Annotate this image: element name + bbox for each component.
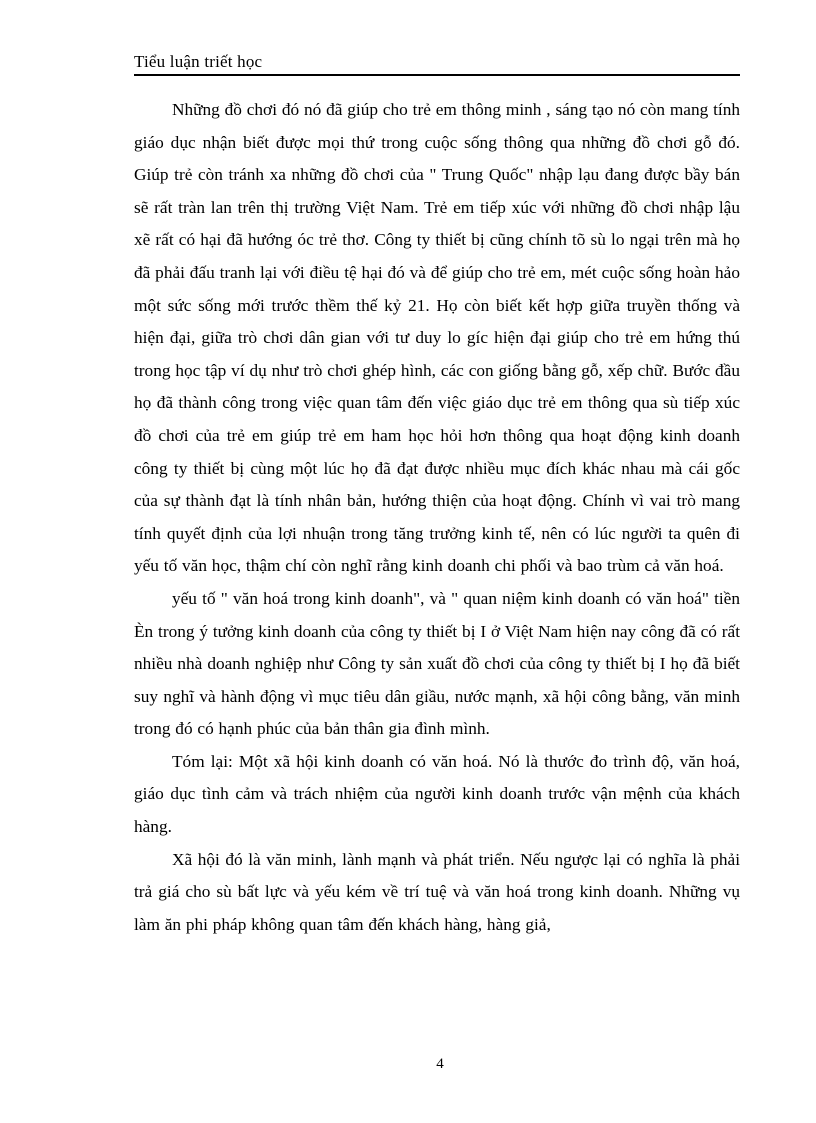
paragraph-2: yếu tố " văn hoá trong kinh doanh", và " quan niệm kinh doanh có văn hoá" tiền Èn trong ý tưởng kinh doanh của công ty thiết bị I ở Việt Nam hiện nay công đã có rất nhiều nhà doanh nghiệp như Công ty sản xuất đồ chơi của công ty thiết bị I họ đã biết suy nghĩ và hành động vì mục tiêu dân giầu, nước mạnh, xã hội công bằng, văn minh trong đó có hạnh phúc của bản thân gia đình mình. xyxy=(134,588,740,739)
header-title: Tiểu luận triết học xyxy=(134,52,263,71)
paragraph-1: Những đồ chơi đó nó đã giúp cho trẻ em thông minh , sáng tạo nó còn mang tính giáo dục nhận biết được mọi thứ trong cuộc sống thông qua những đồ chơi gỗ đó. Giúp trẻ còn tránh xa những đồ chơi của " Trung Quốc" nhập lạu đang được bầy bán sẽ rất tràn lan trên thị trường Việt Nam. Trẻ em tiếp xúc với những đồ chơi nhập lậu xẽ rất có hại đã hướng óc trẻ thơ. Công ty thiết bị cũng chính tõ sù lo ngại trên mà họ đã phải đấu tranh lại với điều tệ hại đó và để giúp cho trẻ em, mét cuộc sống hoàn hảo một sức sống mới trước thềm thế kỷ 21. Họ còn biết kết hợp giữa truyền thống và hiện đại, giữa trò chơi dân gian với tư duy lo gíc hiện đại giúp cho trẻ em hứng thú trong học tập ví dụ như trò chơi ghép hình, các con giống bằng gỗ, xếp chữ. Bước đầu họ đã thành công trong việc quan tâm đến việc giáo dục trẻ em thông qua sù tiếp xúc đồ chơi của trẻ em giúp trẻ em ham học hỏi hơn thông qua hoạt động kinh doanh công ty thiết bị cùng một lúc họ đã đạt được nhiều mục đích khác nhau mà cái gốc của sự thành đạt là tính nhân bản, hướng thiện của hoạt động. Chính vì vai trò mang tính quyết định của lợi nhuận trong tăng trưởng kinh tế, nên có lúc người ta quên đi yếu tố văn học, thậm chí còn nghĩ rằng kinh doanh chi phối và bao trùm cả văn hoá. xyxy=(134,100,740,576)
paragraph-4: Xã hội đó là văn minh, lành mạnh và phát triển. Nếu ngược lại có nghĩa là phải trả giá cho sù bất lực và yếu kém về trí tuệ và văn hoá trong kinh doanh. Những vụ làm ăn phi pháp không quan tâm đến khách hàng, hàng giả, xyxy=(134,849,740,934)
page-number: 4 xyxy=(436,1056,444,1072)
page-header xyxy=(134,50,740,76)
document-body xyxy=(134,94,740,941)
paragraph-3: Tóm lại: Một xã hội kinh doanh có văn hoá. Nó là thước đo trình độ, văn hoá, giáo dục tình cảm và trách nhiệm của người kinh doanh trước vận mệnh của khách hàng. xyxy=(134,751,740,837)
